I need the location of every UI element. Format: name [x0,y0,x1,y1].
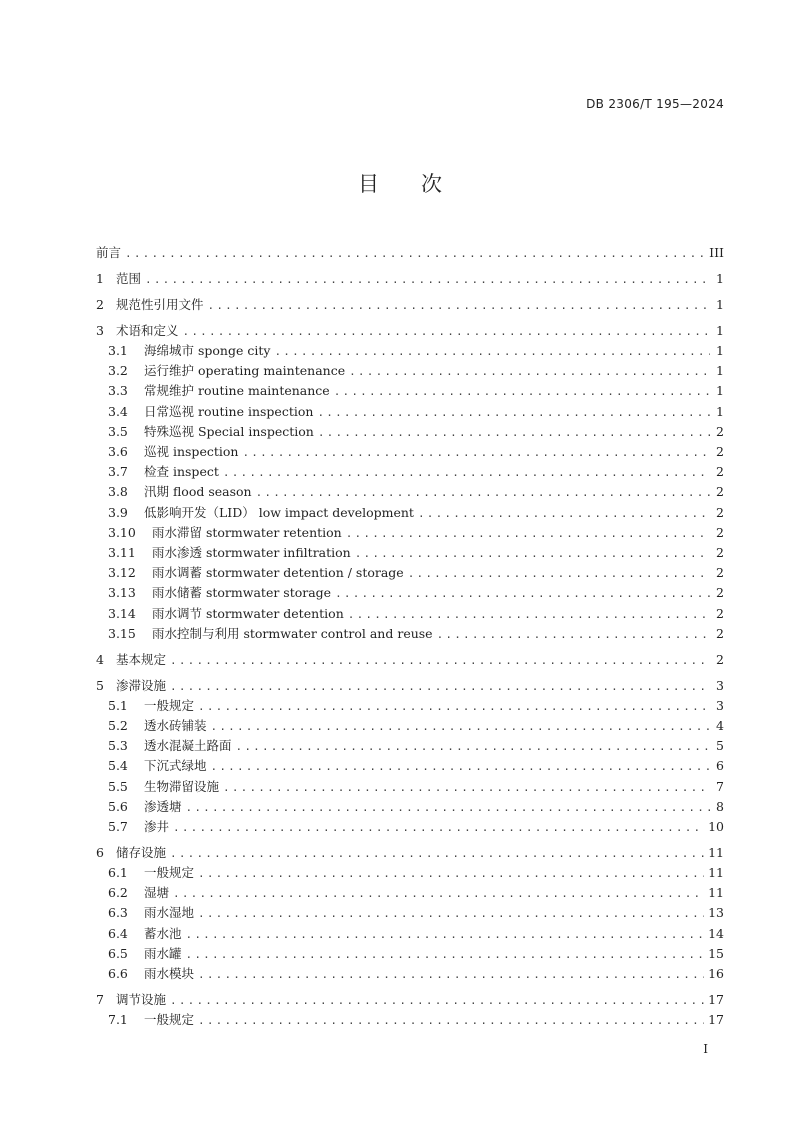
toc-entry-title: 巡视 inspection [144,444,239,459]
toc-entry-number: 3.10 [108,524,136,540]
dot-leader [186,801,710,814]
toc-entry-number: 5.2 [108,718,128,733]
toc-entry-number: 3.1 [108,343,128,358]
toc-entry-page: 2 [716,504,724,520]
toc-entry-title: 基本规定 [116,651,167,667]
toc-entry[interactable] [108,797,724,815]
toc-entry-title: 检查 inspect [144,464,219,480]
toc-entry[interactable] [96,269,724,287]
toc-entry[interactable] [108,381,724,399]
toc-entry-page: 2 [716,464,724,480]
toc-entry[interactable] [108,462,724,480]
toc-entry-page: 11 [708,885,724,901]
toc-entry-number: 1 [96,271,104,286]
toc-entry-number: 2 [96,297,104,312]
dot-leader [223,781,710,794]
toc-entry-page: 1 [716,323,724,338]
toc-entry-number: 3.5 [108,423,128,439]
title-char-1: 目 [358,172,379,196]
toc-entry-number: 3.7 [108,464,128,480]
toc-entry-title: 特殊巡视 Special inspection [144,423,314,439]
dot-leader [170,654,710,667]
toc-entry-page: 1 [716,363,724,379]
page-title [0,168,800,198]
dot-leader [211,760,710,773]
toc-entry[interactable] [96,295,724,313]
toc-entry-title: 汛期 flood season [144,484,252,500]
toc-entry[interactable] [96,990,724,1008]
toc-entry-title: 一般规定 [144,697,195,713]
toc-entry[interactable] [108,503,724,521]
toc-entry-page: 1 [716,271,724,286]
toc-entry-title: 透水砖铺装 [144,718,207,733]
toc-entry-number: 3.13 [108,585,136,601]
toc-entry[interactable] [108,964,724,982]
toc-entry-page: 2 [716,444,724,459]
toc-entry-title: 雨水滞留 stormwater retention [152,524,342,540]
dot-leader [355,547,710,560]
toc-entry[interactable] [108,903,724,921]
toc-entry-number: 5.1 [108,697,128,713]
toc-entry-number: 3.11 [108,545,136,560]
dot-leader [208,299,710,312]
toc-entry-number: 4 [96,651,104,667]
dot-leader [198,907,704,920]
toc-entry[interactable] [108,563,724,581]
toc-entry-title: 生物滞留设施 [144,778,220,794]
toc-entry-title: 一般规定 [144,865,195,880]
toc-entry[interactable] [108,402,724,420]
toc-entry-title: 低影响开发（LID） low impact development [144,504,414,520]
toc-entry[interactable] [108,523,724,541]
toc-entry-title: 运行维护 operating maintenance [144,363,346,379]
toc-entry-page: III [709,245,724,260]
toc-entry-title: 湿塘 [144,885,170,901]
toc-entry-page: 14 [708,925,724,941]
toc-entry-title: 常规维护 routine maintenance [144,383,330,399]
toc-entry[interactable] [108,422,724,440]
dot-leader [198,700,710,713]
dot-leader [334,385,710,398]
toc-entry-page: 1 [716,403,724,419]
toc-entry-page: 6 [716,758,724,774]
dot-leader [349,365,710,378]
dot-leader [236,740,710,753]
toc-entry-number: 3 [96,323,104,338]
toc-entry-title: 日常巡视 routine inspection [144,403,314,419]
toc-entry-title: 术语和定义 [116,323,179,338]
toc-entry-number: 5.6 [108,798,128,814]
dot-leader [335,587,710,600]
toc-entry[interactable] [96,321,724,339]
dot-leader [318,426,710,439]
dot-leader [408,567,710,580]
toc-entry-title: 雨水调节 stormwater detention [152,605,344,621]
toc-entry-number: 6 [96,845,104,860]
toc-entry-number: 5.3 [108,738,128,754]
toc-entry-number: 3.8 [108,484,128,500]
toc-entry-page: 1 [716,383,724,399]
toc-entry-number: 3.12 [108,565,136,581]
toc-entry-title: 雨水罐 [144,945,182,961]
dot-leader [242,446,710,459]
toc-entry-number: 5.7 [108,819,128,834]
toc-entry-page: 16 [708,966,724,981]
dot-leader [317,406,710,419]
dot-leader [437,628,710,641]
title-char-2: 次 [421,172,442,196]
toc-entry-title: 储存设施 [116,845,167,860]
dot-leader [170,680,710,693]
toc-entry-page: 17 [708,992,724,1007]
toc-entry[interactable] [96,243,724,261]
toc-entry-title: 下沉式绿地 [144,758,207,774]
toc-entry-page: 17 [708,1012,724,1027]
toc-entry-number: 5.5 [108,778,128,794]
dot-leader [125,247,705,260]
toc-entry-number: 3.14 [108,605,136,621]
toc-entry[interactable] [108,863,724,881]
toc-entry-page: 2 [716,545,724,560]
toc-entry-number: 6.4 [108,925,128,941]
toc-entry-number: 5 [96,677,104,693]
dot-leader [198,968,704,981]
toc-entry-title: 渗滞设施 [116,677,167,693]
toc-entry-title: 一般规定 [144,1012,195,1027]
toc-entry-title: 前言 [96,245,122,260]
toc-entry-number: 6.5 [108,945,128,961]
toc-entry-page: 5 [716,738,724,754]
toc-entry-page: 1 [716,343,724,358]
toc-entry-page: 11 [708,865,724,880]
page-number: I [703,1042,708,1056]
toc-entry-page: 2 [716,651,724,667]
dot-leader [274,345,710,358]
toc-entry[interactable] [108,442,724,460]
toc-entry-number: 6.3 [108,905,128,921]
toc-entry[interactable] [96,676,724,694]
toc-entry-title: 雨水储蓄 stormwater storage [152,585,332,601]
toc-entry-number: 7 [96,992,104,1007]
dot-leader [198,1014,704,1027]
toc-entry[interactable] [108,1010,724,1028]
toc-entry[interactable] [108,624,724,642]
dot-leader [186,928,705,941]
toc-entry-page: 11 [708,845,724,860]
toc-entry-number: 5.4 [108,758,128,774]
toc-entry[interactable] [108,883,724,901]
toc-entry[interactable] [108,756,724,774]
toc-entry[interactable] [96,843,724,861]
toc-entry-page: 4 [716,718,724,733]
toc-entry-number: 3.6 [108,444,128,459]
dot-leader [173,821,704,834]
dot-leader [256,486,710,499]
dot-leader [346,527,710,540]
toc-entry[interactable] [96,650,724,668]
toc-entry-title: 雨水湿地 [144,905,195,921]
dot-leader [348,608,710,621]
dot-leader [186,948,705,961]
dot-leader [173,887,704,900]
dot-leader [223,466,710,479]
toc-entry-title: 调节设施 [116,992,167,1007]
toc-entry[interactable] [108,583,724,601]
toc-entry-page: 3 [716,677,724,693]
toc-entry[interactable] [108,777,724,795]
toc-entry[interactable] [108,924,724,942]
toc-entry-page: 3 [716,697,724,713]
toc-entry-page: 10 [708,819,724,834]
toc-entry[interactable] [108,716,724,734]
toc-entry[interactable] [108,817,724,835]
toc-entry[interactable] [108,361,724,379]
toc-entry-number: 3.4 [108,403,128,419]
toc-entry-number: 6.1 [108,865,128,880]
toc-entry-page: 2 [716,605,724,621]
toc-entry-page: 2 [716,423,724,439]
toc-entry-title: 规范性引用文件 [116,297,204,312]
toc-entry-title: 蓄水池 [144,925,182,941]
toc-entry-title: 雨水调蓄 stormwater detention / storage [152,565,404,581]
dot-leader [198,867,704,880]
toc-entry-number: 3.15 [108,625,136,641]
toc-entry[interactable] [108,696,724,714]
toc-entry[interactable] [108,736,724,754]
toc-entry-title: 雨水渗透 stormwater infiltration [152,545,351,560]
toc-entry-page: 13 [708,905,724,921]
toc-entry-page: 2 [716,484,724,500]
toc-entry-page: 7 [716,778,724,794]
toc-entry-page: 15 [708,945,724,961]
toc-entry-title: 渗透塘 [144,798,182,814]
toc-entry-title: 雨水控制与利用 stormwater control and reuse [152,625,433,641]
dot-leader [418,507,710,520]
toc-entry-page: 2 [716,524,724,540]
toc-entry-number: 3.9 [108,504,128,520]
toc-entry[interactable] [108,944,724,962]
toc-entry-title: 渗井 [144,819,170,834]
toc-entry-page: 2 [716,625,724,641]
toc-entry[interactable] [108,543,724,561]
toc-entry-title: 海绵城市 sponge city [144,343,271,358]
toc-entry-number: 3.3 [108,383,128,399]
toc-entry-title: 透水混凝土路面 [144,738,232,754]
toc-entry-page: 1 [716,297,724,312]
toc-entry-number: 7.1 [108,1012,128,1027]
standard-number: DB 2306/T 195—2024 [586,97,724,111]
toc-entry-page: 8 [716,798,724,814]
dot-leader [211,720,710,733]
dot-leader [183,325,710,338]
toc-entry-page: 2 [716,585,724,601]
toc-entry-title: 范围 [116,271,142,286]
toc-entry-number: 3.2 [108,363,128,379]
dot-leader [170,847,704,860]
toc-entry[interactable] [108,604,724,622]
dot-leader [145,273,710,286]
toc-entry[interactable] [108,482,724,500]
toc-entry-number: 6.2 [108,885,128,901]
dot-leader [170,994,704,1007]
toc-entry-number: 6.6 [108,966,128,981]
toc-entry[interactable] [108,341,724,359]
toc-entry-title: 雨水模块 [144,966,195,981]
toc-entry-page: 2 [716,565,724,581]
